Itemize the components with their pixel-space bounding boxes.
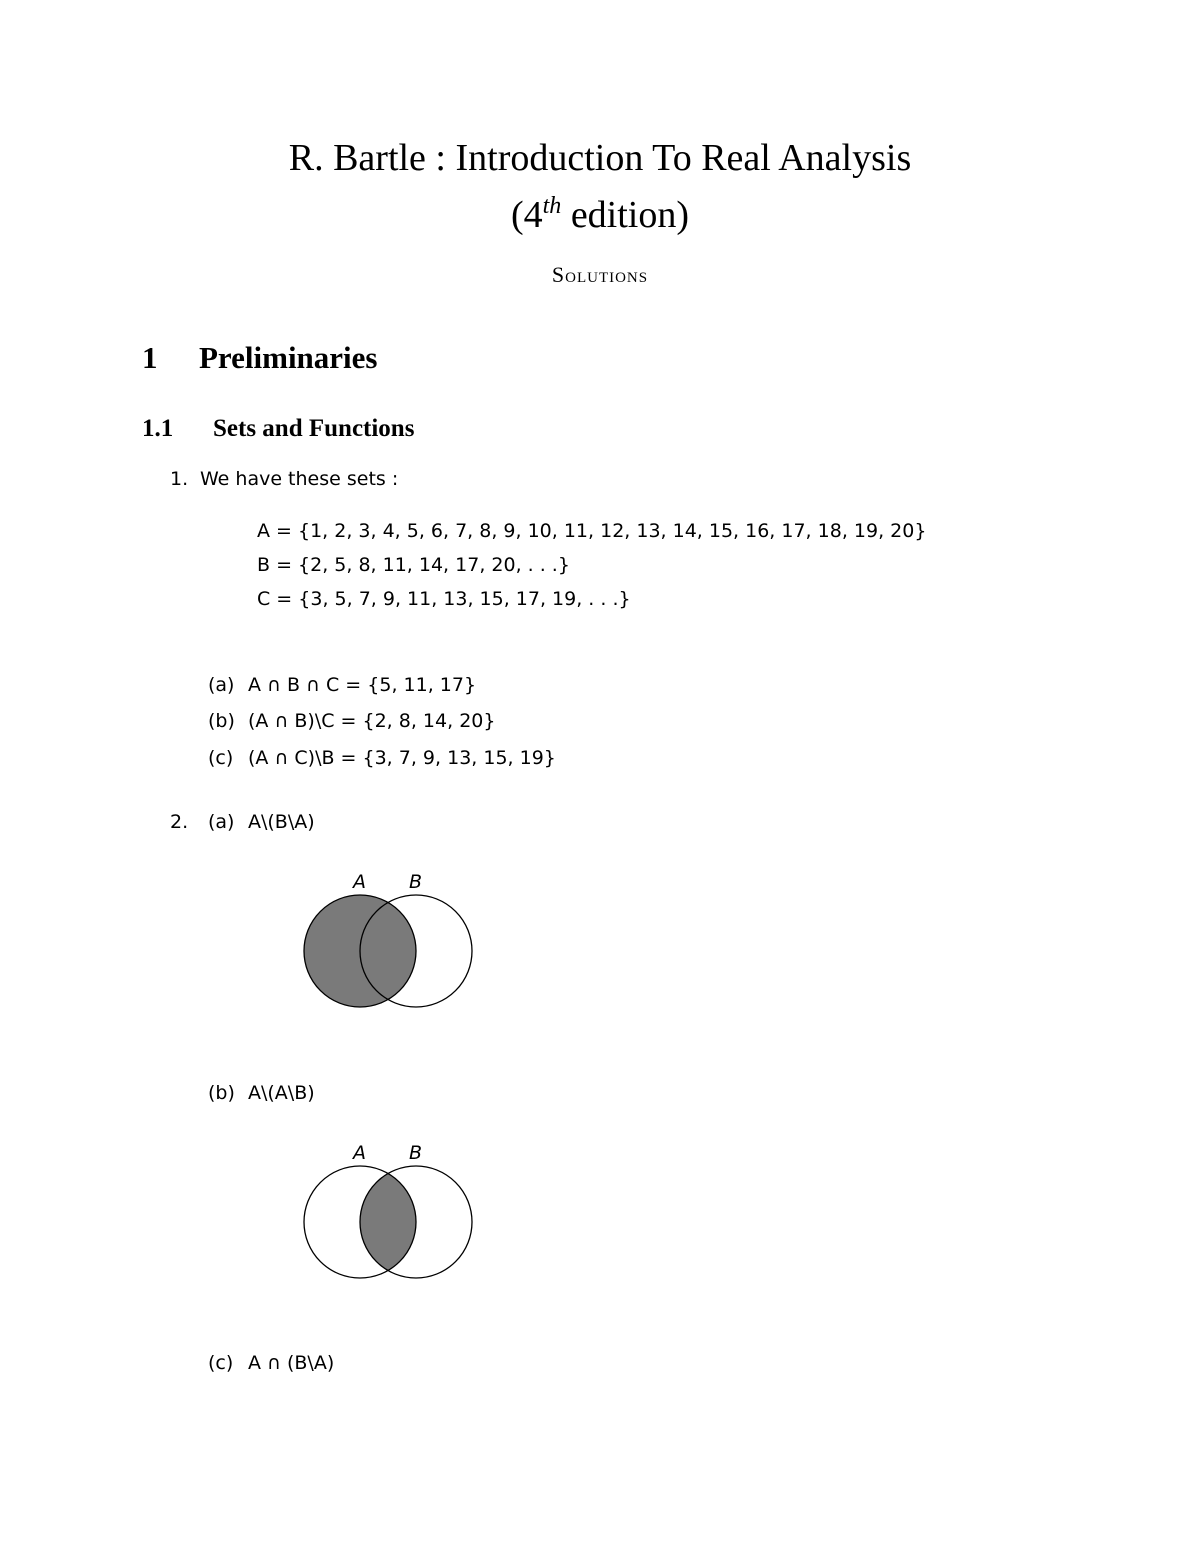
set-a-definition: A = {1, 2, 3, 4, 5, 6, 7, 8, 9, 10, 11, 12, 13, 14, 15, 16, 17, 18, 19, 20} [257, 520, 927, 542]
section-number: 1 [142, 340, 158, 375]
venn-diagram-a [290, 862, 490, 1022]
venn-diagram-b [290, 1133, 490, 1293]
problem1-part-c-answer: (A ∩ C)\B = {3, 7, 9, 13, 15, 19} [248, 747, 556, 769]
venn-a-label-set-a: A [353, 871, 366, 893]
title-edition-close: edition) [561, 194, 690, 236]
set-c-definition: C = {3, 5, 7, 9, 11, 13, 15, 17, 19, . . .} [257, 588, 631, 610]
problem1-intro: We have these sets : [200, 468, 399, 490]
set-b-definition: B = {2, 5, 8, 11, 14, 17, 20, . . .} [257, 554, 570, 576]
section-title: Preliminaries [199, 340, 378, 375]
problem1-part-c-label: (c) [208, 747, 234, 769]
venn-b-label-set-a: A [353, 1142, 366, 1164]
problem2-part-a-label: (a) [208, 811, 235, 833]
title-edition-open: (4 [510, 194, 543, 236]
problem1-part-b-answer: (A ∩ B)\C = {2, 8, 14, 20} [248, 710, 496, 732]
title-edition-sup: th [542, 193, 562, 219]
problem1-part-a-answer: A ∩ B ∩ C = {5, 11, 17} [248, 674, 477, 696]
problem1-label: 1. [170, 468, 189, 490]
problem1-part-b-label: (b) [208, 710, 235, 732]
venn-a-label-set-b: B [409, 871, 423, 893]
problem1-part-a-label: (a) [208, 674, 235, 696]
subsection-title: Sets and Functions [213, 415, 415, 442]
subsection-number: 1.1 [142, 415, 174, 442]
paper-title-line1: R. Bartle : Introduction To Real Analysis [288, 137, 912, 179]
problem2-part-c-expression: A ∩ (B\A) [248, 1352, 335, 1374]
paper-subtitle: Solutions [551, 262, 649, 287]
problem2-part-b-label: (b) [208, 1082, 235, 1104]
problem2-label: 2. [170, 811, 189, 833]
paper-title-line2 [0, 184, 1200, 237]
problem2-part-c-label: (c) [208, 1352, 234, 1374]
problem2-part-a-expression: A\(B\A) [248, 811, 315, 833]
problem2-part-b-expression: A\(A\B) [248, 1082, 315, 1104]
venn-b-label-set-b: B [409, 1142, 423, 1164]
